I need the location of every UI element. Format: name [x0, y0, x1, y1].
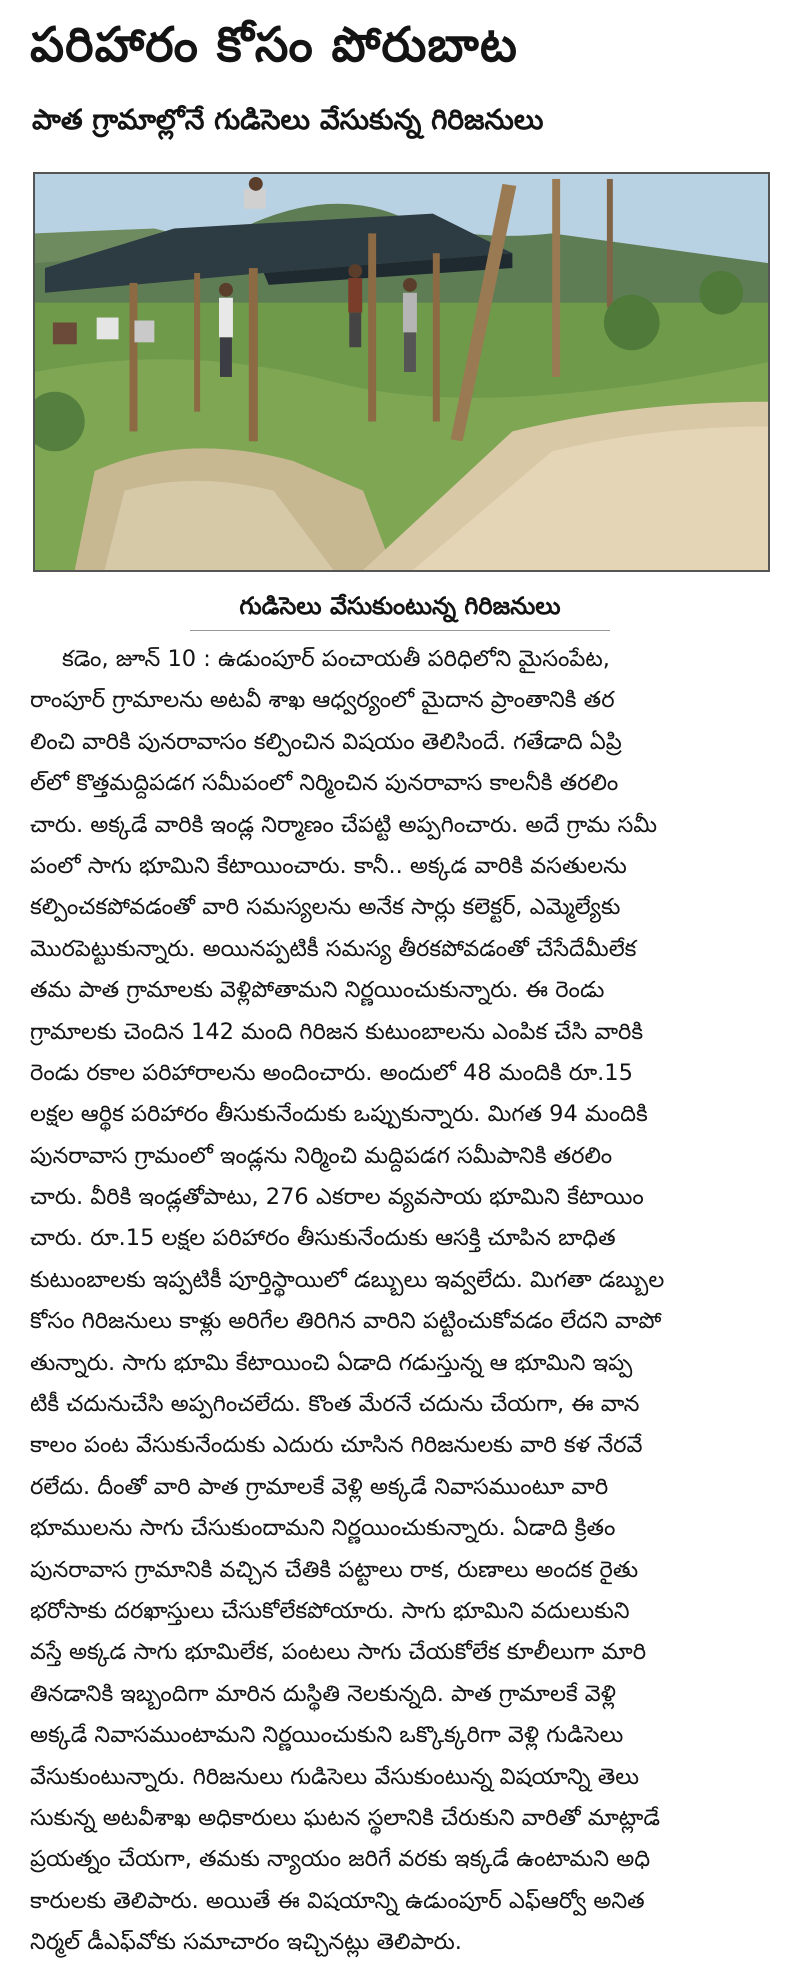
article-body-line: తున్నారు. సాగు భూమి కేటాయించి ఏడాది గడుస్తున్న ఆ భూమిని ఇప్ప — [30, 1349, 633, 1376]
article-photo — [33, 172, 770, 572]
article-headline: పరిహారం కోసం పోరుబాట — [30, 17, 518, 73]
article-body-line: పంలో సాగు భూమిని కేటాయించారు. కానీ.. అక్కడ వారికి వసతులను — [30, 852, 627, 879]
article-body-line: రెండు రకాల పరిహారాలను అందించారు. అందులో 48 మందికి రూ.15 — [30, 1059, 633, 1086]
article-body-line: కడెం, జూన్ 10 : ఉడుంపూర్ పంచాయతీ పరిధిలోని మైసంపేట, — [62, 646, 610, 672]
article-body-line: కాలం పంట వేసుకునేందుకు ఎదురు చూసిన గిరిజనులకు వారి కళ నేరవే — [30, 1432, 643, 1459]
article-body-line: కోసం గిరిజనులు కాళ్లు అరిగేల తిరిగిన వారిని పట్టించుకోవడం లేదని వాపో — [30, 1308, 662, 1335]
tribals-building-huts-image — [35, 174, 768, 570]
article-body-line: చారు. రూ.15 లక్షల పరిహారం తీసుకునేందుకు ఆసక్తి చూపిన బాధిత — [30, 1225, 616, 1252]
article-body-line: వేసుకుంటున్నారు. గిరిజనులు గుడిసెలు వేసుకుంటున్న విషయాన్ని తెలు — [30, 1763, 639, 1790]
article-body-line: లక్షల ఆర్థిక పరిహారం తీసుకునేందుకు ఒప్పుకున్నారు. మిగత 94 మందికి — [30, 1101, 648, 1128]
article-body-line: మొరపెట్టుకున్నారు. అయినప్పటికీ సమస్య తీరకపోవడంతో చేసేదేమీలేక — [30, 935, 637, 962]
article-body-line: అక్కడే నివాసముంటామని నిర్ణయించుకుని ఒక్కొక్కరిగా వెళ్లి గుడిసెలు — [30, 1722, 624, 1749]
article-body-line: కారులకు తెలిపారు. అయితే ఈ విషయాన్ని ఉడుంపూర్ ఎఫ్‌ఆర్వో అనిత — [30, 1887, 645, 1914]
article-body-line: తమ పాత గ్రామాలకు వెళ్లిపోతామని నిర్ణయించుకున్నారు. ఈ రెండు — [30, 977, 605, 1004]
article-body-line: పునరావాస గ్రామానికి వచ్చిన చేతికి పట్టాలు రాక, రుణాలు అందక రైతు — [30, 1556, 639, 1583]
article-body-line: కుటుంబాలకు ఇప్పటికీ పూర్తిస్థాయిలో డబ్బులు ఇవ్వలేదు. మిగతా డబ్బుల — [30, 1266, 665, 1293]
article-body-line: రలేదు. దీంతో వారి పాత గ్రామాలకే వెళ్లి అక్కడే నివాసముంటూ వారి — [30, 1473, 609, 1500]
article-subheadline: పాత గ్రామాల్లోనే గుడిసెలు వేసుకున్న గిరిజనులు — [32, 103, 544, 136]
article-body-line: వస్తే అక్కడ సాగు భూమిలేక, పంటలు సాగు చేయకోలేక కూలీలుగా మారి — [30, 1639, 647, 1666]
article-body-line: భూములను సాగు చేసుకుందామని నిర్ణయించుకున్నారు. ఏడాది క్రితం — [30, 1515, 616, 1542]
article-body-line: పునరావాస గ్రామంలో ఇండ్లను నిర్మించి మద్దిపడగ సమీపానికి తరలిం — [30, 1142, 613, 1169]
article-body-line: ల్‌లో కొత్తమద్దిపడగ సమీపంలో నిర్మించిన పునరావాస కాలనీకి తరలిం — [30, 770, 619, 797]
article-body — [30, 639, 770, 1964]
article-body-line: నిర్మల్ డీఎఫ్‌వోకు సమాచారం ఇచ్చినట్లు తెలిపారు. — [30, 1929, 462, 1956]
article-body-line: చారు. వీరికి ఇండ్లతోపాటు, 276 ఎకరాల వ్యవసాయ భూమిని కేటాయిం — [30, 1184, 644, 1211]
article-body-line: కల్పించకపోవడంతో వారి సమస్యలను అనేక సార్లు కలెక్టర్, ఎమ్మెల్యేకు — [30, 894, 621, 921]
article-body-line: సుకున్న అటవీశాఖ అధికారులు ఘటన స్థలానికి చేరుకుని వారితో మాట్లాడే — [30, 1804, 660, 1831]
photo-caption: గుడిసెలు వేసుకుంటున్న గిరిజనులు — [239, 592, 561, 620]
article-body-line: రాంపూర్ గ్రామాలను అటవీ శాఖ ఆధ్వర్యంలో మైదాన ప్రాంతానికి తర — [30, 687, 615, 714]
article-body-line: గ్రామాలకు చెందిన 142 మంది గిరిజన కుటుంబాలను ఎంపిక చేసి వారికి — [30, 1018, 644, 1045]
article-body-line: లించి వారికి పునరావాసం కల్పించిన విషయం తెలిసిందే. గతేడాది ఏప్రి — [30, 728, 622, 755]
article-body-line: భరోసాకు దరఖాస్తులు చేసుకోలేకపోయారు. సాగు భూమిని వదులుకుని — [30, 1597, 630, 1624]
article-body-line: చారు. అక్కడే వారికి ఇండ్ల నిర్మాణం చేపట్టి అప్పగించారు. అదే గ్రామ సమీ — [30, 811, 658, 838]
article-body-line: టికీ చదునుచేసి అప్పగించలేదు. కొంత మేరనే చదును చేయగా, ఈ వాన — [30, 1391, 640, 1418]
article-body-line: ప్రయత్నం చేయగా, తమకు న్యాయం జరిగే వరకు ఇక్కడే ఉంటామని అధి — [30, 1846, 651, 1873]
article-body-line: తినడానికి ఇబ్బందిగా మారిన దుస్థితి నెలకున్నది. పాత గ్రామాలకే వెళ్లి — [30, 1680, 616, 1707]
caption-divider — [190, 630, 610, 631]
